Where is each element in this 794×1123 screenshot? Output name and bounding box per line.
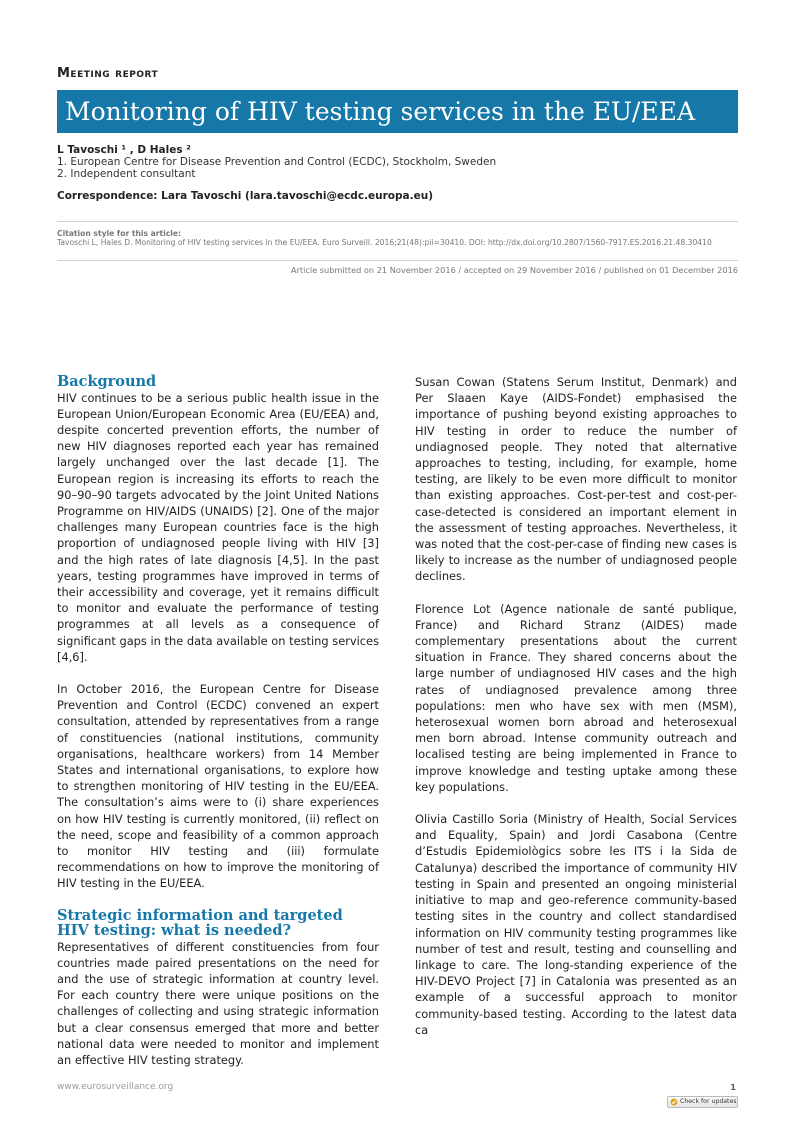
citation-label: Citation style for this article: — [57, 229, 182, 238]
paragraph-2: In October 2016, the European Centre for Disease Prevention and Control (ECDC) convened an expert consultation, attended by representatives from a range of constituencies (national institutions, community organisations, healthcare workers) from 14 Member States and international organisations, to explore how to strengthen monitoring of HIV testing in the EU/EEA. The consultation’s aims were to (i) share experiences on how HIV testing is currently monitored, (ii) reflect on the need, scope and feasibility of a common approach to monitor HIV testing and (iii) formulate recommendations on how to improve the monitoring of HIV testing in the EU/EEA. — [57, 681, 379, 891]
affiliation-1: 1. European Centre for Disease Prevention and Control (ECDC), Stockholm, Sweden — [57, 156, 497, 168]
author-names: L Tavoschi ¹ , D Hales ² — [57, 144, 191, 156]
citation-text: Tavoschi L, Hales D. Monitoring of HIV testing services in the EU/EEA. Euro Surveill. 2016;21(48):pii=30410. DOI: http://dx.doi.org/10.2807/1560-7917.ES.2016.21.48.30410 — [57, 238, 712, 247]
column-right — [415, 374, 737, 1054]
correspondence: Correspondence: Lara Tavoschi (lara.tavoschi@ecdc.europa.eu) — [57, 190, 434, 202]
paragraph-6: Olivia Castillo Soria (Ministry of Health, Social Services and Equality, Spain) and Jordi Casabona (Centre d’Estudis Epidemiològics sobre les ITS i la Sida de Catalunya) described the importance of community HIV testing in Spain and presented an ongoing ministerial initiative to map and geo-reference community-based testing sites in the country and collect standardised information on HIV community testing programmes like number of test and result, testing and counselling and linkage to care. The long-standing experience of the HIV-DEVO Project [7] in Catalonia was presented as an example of a successful approach to monitor community-based testing. According to the latest data ca — [415, 812, 737, 1037]
section-label: Meeting report — [57, 66, 159, 81]
paragraph-4: Susan Cowan (Statens Serum Institut, Denmark) and Per Slaaen Kaye (AIDS-Fondet) emphasised the importance of pushing beyond existing approaches to HIV testing in order to reduce the number of undiagnosed people. They noted that alternative approaches to testing, including, for example, home testing, are likely to be even more difficult to monitor than existing approaches. Cost-per-test and cost-per-case-detected is considered an important element in the assessment of testing approaches. Nevertheless, it was noted that the cost-per-case of finding new cases is likely to increase as the number of undiagnosed people declines. — [415, 375, 737, 584]
article-dates: Article submitted on 21 November 2016 / accepted on 29 November 2016 / published on 01 December 2016 — [290, 265, 738, 275]
article-title: Monitoring of HIV testing services in the EU/EEA — [57, 90, 738, 133]
footer-url[interactable]: www.eurosurveillance.org — [57, 1082, 174, 1092]
author-block — [57, 144, 738, 180]
affiliation-2: 2. Independent consultant — [57, 168, 196, 180]
check-updates-icon — [670, 1098, 678, 1106]
paragraph-5: Florence Lot (Agence nationale de santé publique, France) and Richard Stranz (AIDES) made complementary presentations about the current situation in France. They shared concerns about the large number of undiagnosed HIV cases and the high rates of undiagnosed prevalence among three populations: men who have sex with men (MSM), heterosexual women born abroad and heterosexual men born abroad. Intense community outreach and localised testing are being implemented in France to improve knowledge and testing uptake among these key populations. — [415, 601, 737, 794]
check-updates-button[interactable] — [667, 1096, 738, 1108]
heading-strategic: Strategic information and targeted HIV testing: what is needed? — [57, 906, 343, 940]
paragraph-3: Representatives of different constituencies from four countries made paired presentations on the need for and the use of strategic information at country level. For each country there were unique positions on the challenges of collecting and using strategic information but a clear consensus emerged that more and better national data were needed to monitor and implement an effective HIV testing strategy. — [57, 939, 379, 1068]
divider-bottom — [57, 260, 738, 261]
divider-top — [57, 221, 738, 222]
citation-block — [57, 229, 738, 247]
paragraph-1: HIV continues to be a serious public health issue in the European Union/European Economic Area (EU/EEA) and, despite concerted prevention efforts, the number of new HIV diagnoses reported each year has remained largely unchanged over the last decade [1]. The European region is increasing its efforts to reach the 90–90–90 targets advocated by the Joint United Nations Programme on HIV/AIDS (UNAIDS) [2]. One of the major challenges many European countries face is the high proportion of undiagnosed people living with HIV [3] and the high rates of late diagnosis [4,5]. In the past years, testing programmes have improved in terms of their accessibility and coverage, yet it remains difficult to monitor and evaluate the performance of testing programmes at all levels as a consequence of significant gaps in the data available on testing services [4,6]. — [57, 390, 379, 664]
heading-background: Background — [57, 373, 157, 390]
check-updates-label: Check for updates — [680, 1098, 737, 1105]
column-left — [57, 374, 379, 1084]
page-number: 1 — [730, 1083, 736, 1092]
